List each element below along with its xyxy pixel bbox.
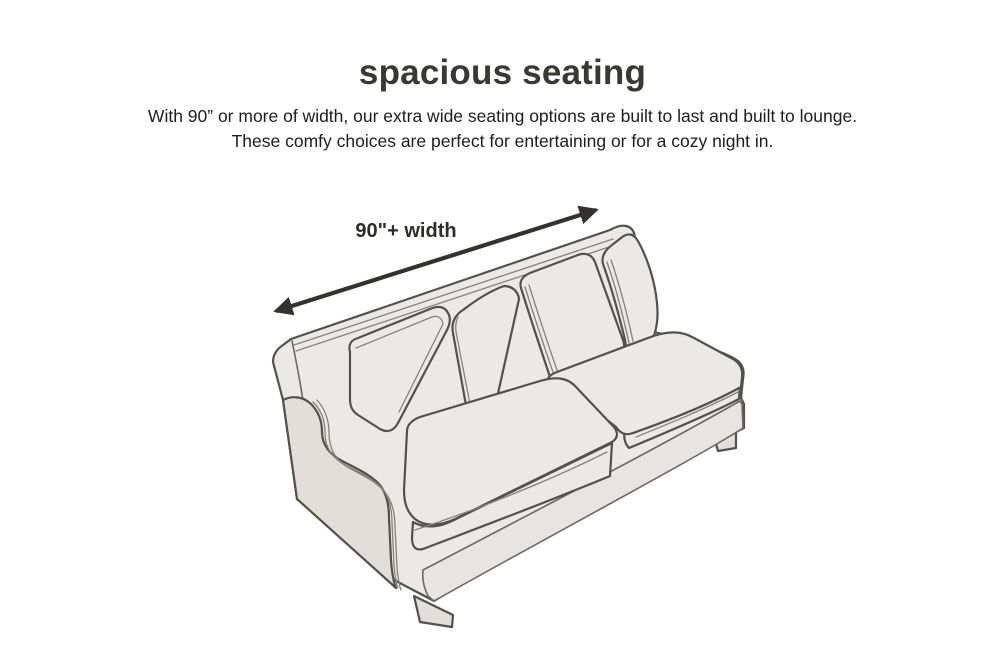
sofa-drawing xyxy=(273,226,744,627)
width-measurement-label: 90"+ width xyxy=(355,220,457,242)
header xyxy=(0,0,1005,154)
description-line-1: With 90” or more of width, our extra wide seating options are built to last and built to lounge. xyxy=(147,106,858,126)
page-title: spacious seating xyxy=(358,53,647,92)
description-line-2: These comfy choices are perfect for entertaining or for a cozy night in. xyxy=(231,131,774,151)
page-description xyxy=(73,104,933,154)
